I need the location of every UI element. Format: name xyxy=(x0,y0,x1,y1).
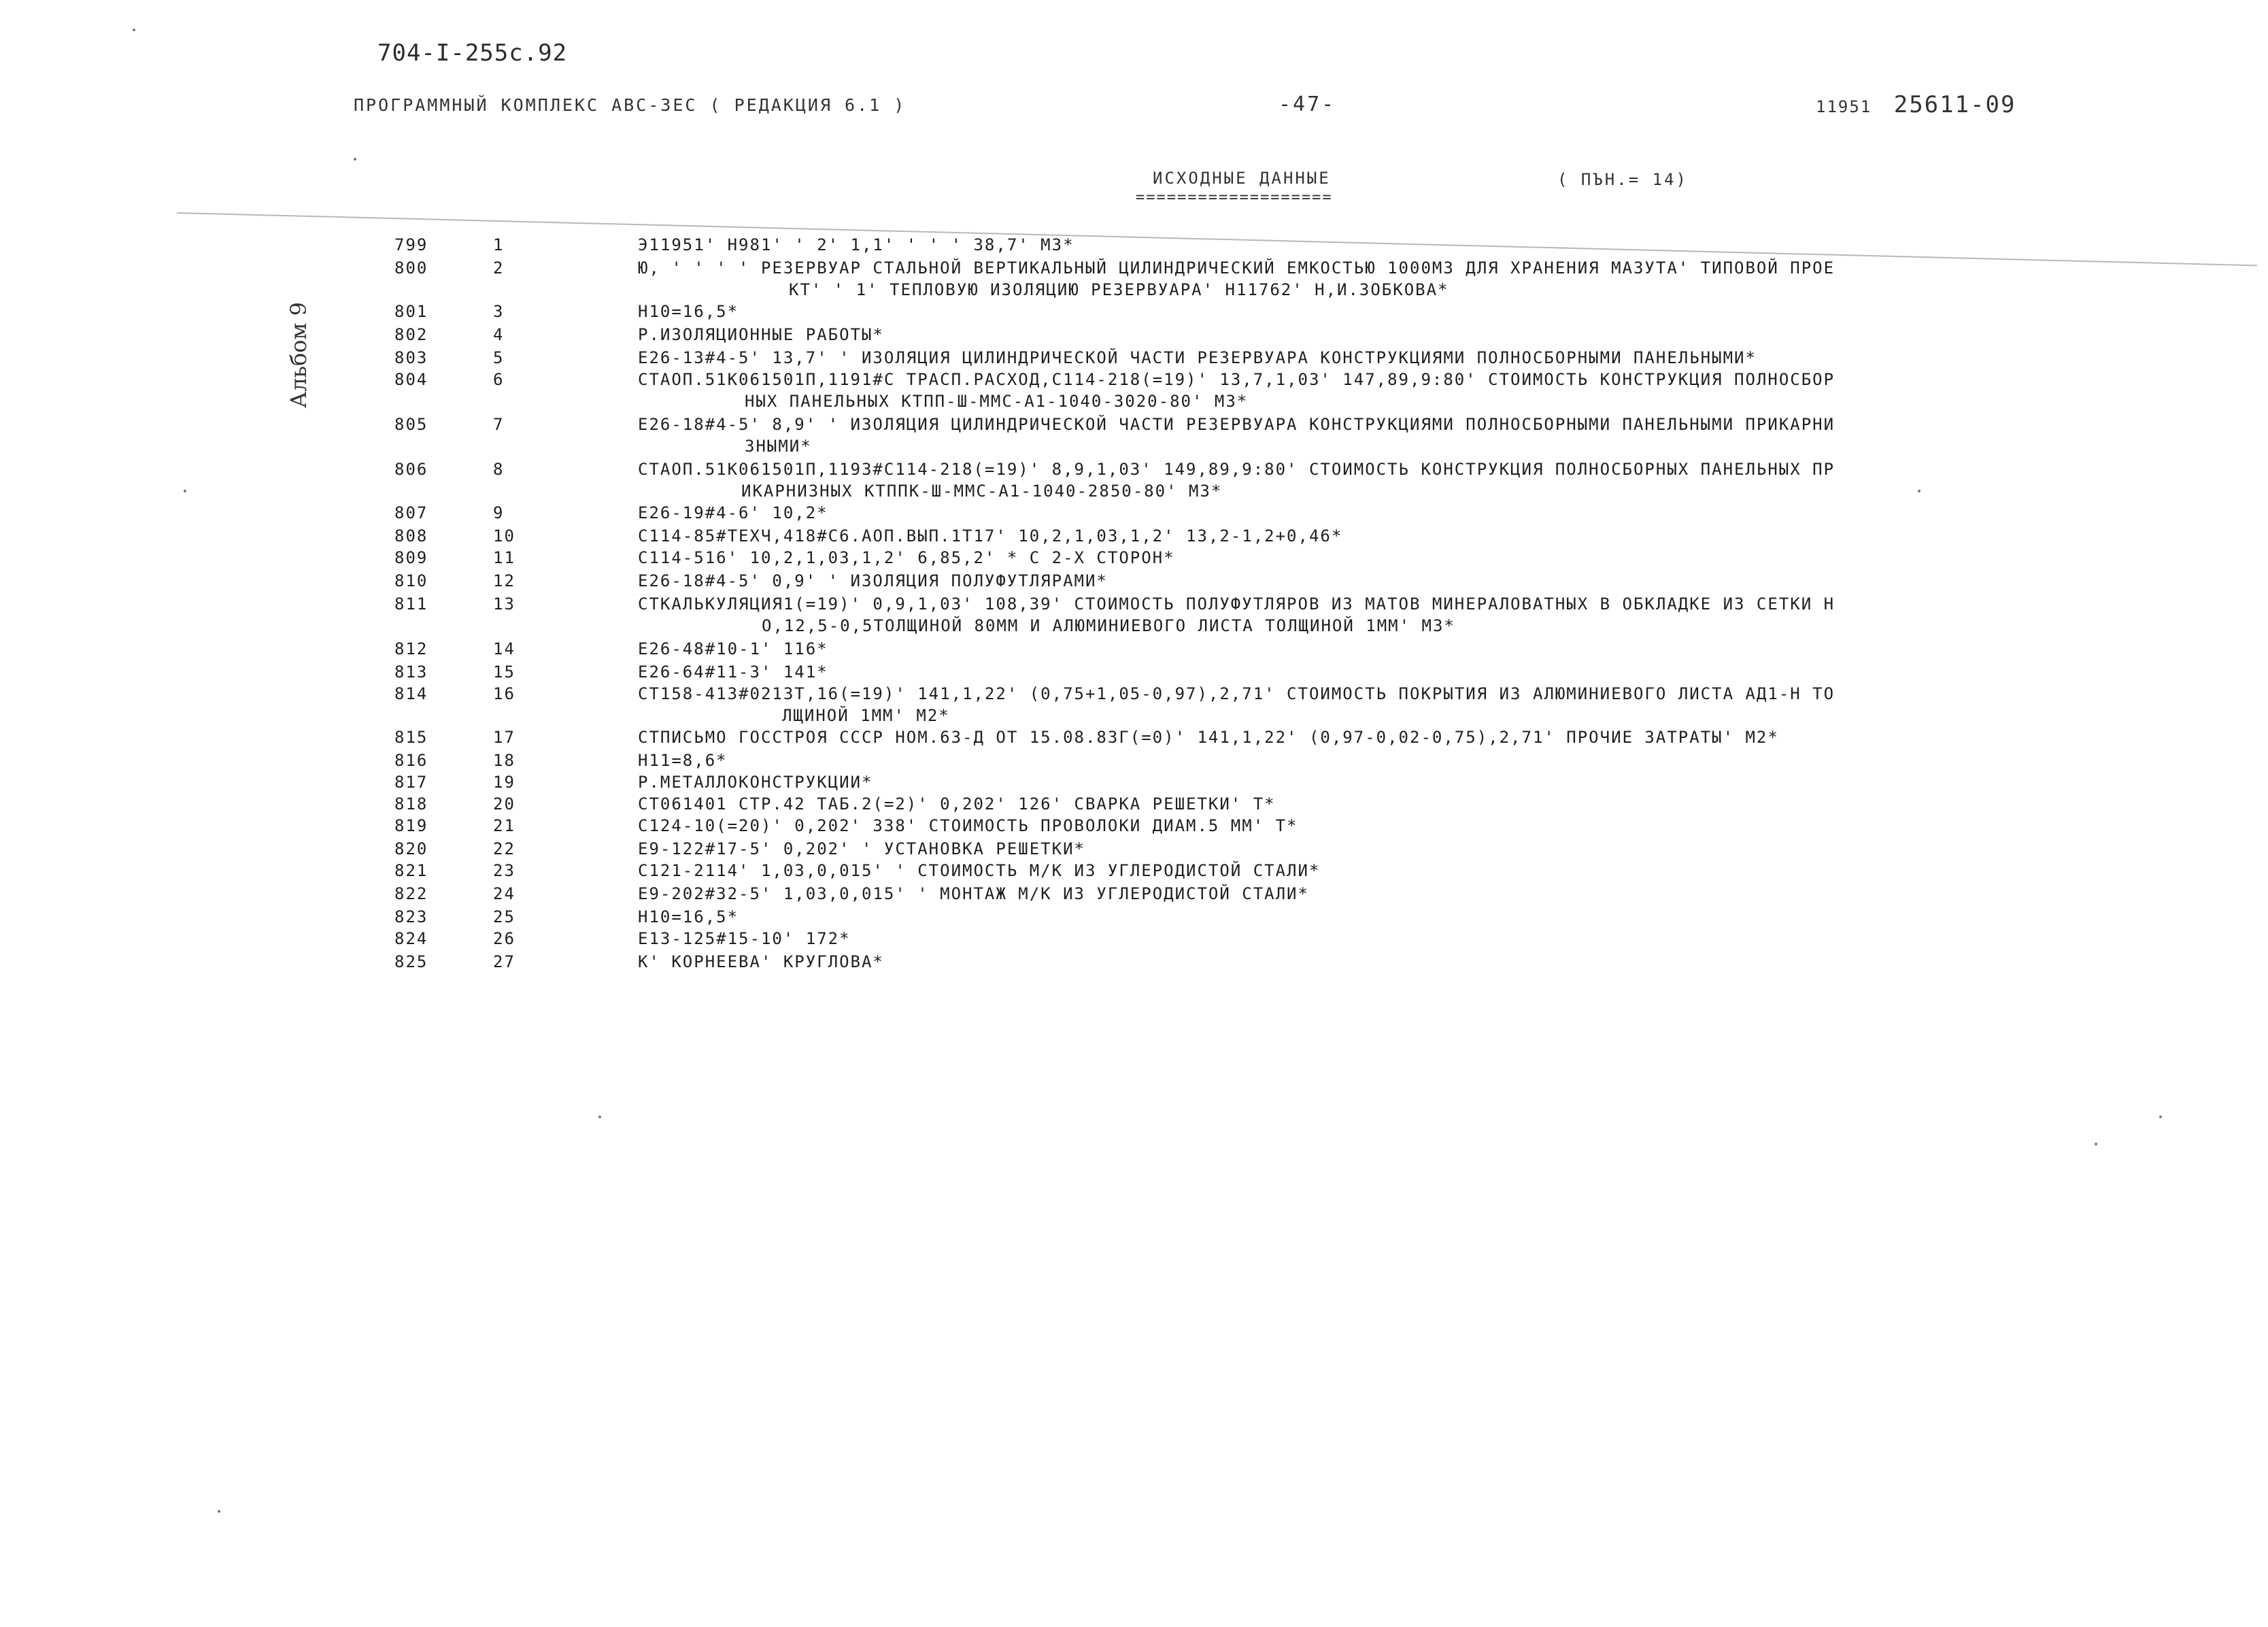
program-title: ПРОГРАММНЫЙ КОМПЛЕКС АВС-3ЕС ( РЕДАКЦИЯ 6.1 ) xyxy=(354,95,907,115)
row-index: 4 xyxy=(493,325,505,344)
row-number: 811 xyxy=(394,594,428,614)
row-number: 815 xyxy=(394,728,428,747)
row-index: 5 xyxy=(493,348,505,367)
row-text-continuation: ИКАРНИЗНЫХ КТППК-Ш-ММС-А1-1040-2850-80' М3* xyxy=(741,482,1223,501)
row-text: Е26-48#10-1' 116* xyxy=(638,639,828,658)
row-index: 17 xyxy=(493,728,515,747)
row-index: 11 xyxy=(493,548,515,567)
row-text: Е26-19#4-6' 10,2* xyxy=(638,503,828,522)
scan-speck xyxy=(354,158,356,161)
row-index: 18 xyxy=(493,751,515,770)
row-text: Е26-64#11-3' 141* xyxy=(638,662,828,682)
row-number: 820 xyxy=(394,839,428,858)
row-number: 814 xyxy=(394,684,428,703)
row-text: Е13-125#15-10' 172* xyxy=(638,929,851,948)
row-number: 819 xyxy=(394,816,428,835)
row-text: Е9-122#17-5' 0,202' ' УСТАНОВКА РЕШЕТКИ* xyxy=(638,839,1085,858)
row-text: Н10=16,5* xyxy=(638,907,739,926)
row-index: 20 xyxy=(493,794,515,814)
row-index: 14 xyxy=(493,639,515,658)
document-code-small: 11951 xyxy=(1816,97,1872,116)
row-text-continuation: О,12,5-0,5ТОЛЩИНОЙ 80ММ И АЛЮМИНИЕВОГО ЛИСТА ТОЛЩИНОЙ 1ММ' М3* xyxy=(762,616,1455,635)
section-page: ( ПЪН.= 14) xyxy=(1557,170,1688,189)
row-number: 804 xyxy=(394,370,428,389)
section-title: ИСХОДНЫЕ ДАННЫЕ xyxy=(1153,169,1331,188)
row-index: 9 xyxy=(493,503,505,522)
row-text: С124-10(=20)' 0,202' 338' СТОИМОСТЬ ПРОВОЛОКИ ДИАМ.5 ММ' Т* xyxy=(638,816,1298,835)
row-number: 802 xyxy=(394,325,428,344)
row-text: С114-85#ТЕХЧ,418#С6.АОП.ВЫП.1Т17' 10,2,1,03,1,2' 13,2-1,2+0,46* xyxy=(638,526,1343,546)
row-index: 12 xyxy=(493,571,515,590)
scan-speck xyxy=(598,1116,601,1118)
row-number: 803 xyxy=(394,348,428,367)
row-text: Е26-13#4-5' 13,7' ' ИЗОЛЯЦИЯ ЦИЛИНДРИЧЕСКОЙ ЧАСТИ РЕЗЕРВУАРА КОНСТРУКЦИЯМИ ПОЛНОСБОРНЫМИ ПАНЕЛЬНЫМИ* xyxy=(638,348,1757,367)
row-number: 817 xyxy=(394,773,428,792)
row-index: 19 xyxy=(493,773,515,792)
row-index: 15 xyxy=(493,662,515,682)
row-text: СТАОП.51К061501П,1193#С114-218(=19)' 8,9,1,03' 149,89,9:80' СТОИМОСТЬ КОНСТРУКЦИЯ ПОЛНОСБОРНЫХ ПАНЕЛЬНЫХ ПР xyxy=(638,460,1835,479)
row-index: 25 xyxy=(493,907,515,926)
row-number: 810 xyxy=(394,571,428,590)
row-number: 800 xyxy=(394,258,428,278)
row-text-continuation: ЛЩИНОЙ 1ММ' М2* xyxy=(782,706,950,725)
section-underline: =================== xyxy=(1136,189,1333,206)
row-index: 7 xyxy=(493,415,505,434)
row-text: Е26-18#4-5' 8,9' ' ИЗОЛЯЦИЯ ЦИЛИНДРИЧЕСКОЙ ЧАСТИ РЕЗЕРВУАРА КОНСТРУКЦИЯМИ ПОЛНОСБОРНЫМИ ПАНЕЛЬНЫМИ ПРИКАРНИ xyxy=(638,415,1835,434)
row-index: 13 xyxy=(493,594,515,614)
row-text: СТ158-413#0213Т,16(=19)' 141,1,22' (0,75+1,05-0,97),2,71' СТОИМОСТЬ ПОКРЫТИЯ ИЗ АЛЮМИНИЕВОГО ЛИСТА АД1-Н ТО xyxy=(638,684,1835,703)
row-index: 26 xyxy=(493,929,515,948)
row-index: 22 xyxy=(493,839,515,858)
row-index: 21 xyxy=(493,816,515,835)
row-index: 27 xyxy=(493,952,515,971)
row-text: Э11951' Н981' ' 2' 1,1' ' ' ' 38,7' М3* xyxy=(638,235,1074,254)
row-number: 822 xyxy=(394,884,428,903)
row-number: 813 xyxy=(394,662,428,682)
row-number: 799 xyxy=(394,235,428,254)
row-text: К' КОРНЕЕВА' КРУГЛОВА* xyxy=(638,952,884,971)
row-number: 801 xyxy=(394,302,428,321)
row-number: 825 xyxy=(394,952,428,971)
row-number: 807 xyxy=(394,503,428,522)
row-index: 3 xyxy=(493,302,505,321)
scan-speck xyxy=(184,490,186,492)
row-text: Е26-18#4-5' 0,9' ' ИЗОЛЯЦИЯ ПОЛУФУТЛЯРАМИ* xyxy=(638,571,1108,590)
row-number: 809 xyxy=(394,548,428,567)
row-text: СТАОП.51К061501П,1191#С ТРАСП.РАСХОД,С114-218(=19)' 13,7,1,03' 147,89,9:80' СТОИМОСТЬ КОНСТРУКЦИЯ ПОЛНОСБОР xyxy=(638,370,1835,389)
row-text: СТКАЛЬКУЛЯЦИЯ1(=19)' 0,9,1,03' 108,39' СТОИМОСТЬ ПОЛУФУТЛЯРОВ ИЗ МАТОВ МИНЕРАЛОВАТНЫХ В ОБКЛАДКЕ ИЗ СЕТКИ Н xyxy=(638,594,1835,614)
row-number: 824 xyxy=(394,929,428,948)
scan-speck xyxy=(133,29,135,31)
row-number: 806 xyxy=(394,460,428,479)
row-index: 8 xyxy=(493,460,505,479)
row-text: Н11=8,6* xyxy=(638,751,728,770)
row-index: 6 xyxy=(493,370,505,389)
row-text-continuation: НЫХ ПАНЕЛЬНЫХ КТПП-Ш-ММС-А1-1040-3020-80' М3* xyxy=(745,392,1249,411)
row-text: С121-2114' 1,03,0,015' ' СТОИМОСТЬ М/К ИЗ УГЛЕРОДИСТОЙ СТАЛИ* xyxy=(638,861,1321,880)
row-text: Р.ИЗОЛЯЦИОННЫЕ РАБОТЫ* xyxy=(638,325,884,344)
album-side-label: Альбом 9 xyxy=(286,302,311,408)
row-text: СТ061401 СТР.42 ТАБ.2(=2)' 0,202' 126' СВАРКА РЕШЕТКИ' Т* xyxy=(638,794,1276,814)
row-index: 24 xyxy=(493,884,515,903)
row-number: 821 xyxy=(394,861,428,880)
scan-speck xyxy=(218,1510,220,1513)
row-number: 816 xyxy=(394,751,428,770)
row-text-continuation: КТ' ' 1' ТЕПЛОВУЮ ИЗОЛЯЦИЮ РЕЗЕРВУАРА' Н11762' Н,И.ЗОБКОВА* xyxy=(789,280,1449,299)
row-number: 808 xyxy=(394,526,428,546)
row-index: 10 xyxy=(493,526,515,546)
row-index: 1 xyxy=(493,235,505,254)
scan-speck xyxy=(2095,1143,2097,1145)
row-text-continuation: ЗНЫМИ* xyxy=(745,437,812,456)
row-text: Р.МЕТАЛЛОКОНСТРУКЦИИ* xyxy=(638,773,873,792)
doc-code: 704-I-255с.92 xyxy=(377,39,568,67)
row-text: Е9-202#32-5' 1,03,0,015' ' МОНТАЖ М/К ИЗ УГЛЕРОДИСТОЙ СТАЛИ* xyxy=(638,884,1309,903)
scan-speck xyxy=(2159,1116,2162,1118)
row-index: 16 xyxy=(493,684,515,703)
document-code-main: 25611-09 xyxy=(1893,91,2016,118)
scan-speck xyxy=(1918,490,1920,492)
row-text: С114-516' 10,2,1,03,1,2' 6,85,2' * С 2-Х СТОРОН* xyxy=(638,548,1175,567)
row-index: 2 xyxy=(493,258,505,278)
page-mark: -47- xyxy=(1279,93,1336,116)
row-text: Ю, ' ' ' ' РЕЗЕРВУАР СТАЛЬНОЙ ВЕРТИКАЛЬНЫЙ ЦИЛИНДРИЧЕСКИЙ ЕМКОСТЬЮ 1000М3 ДЛЯ ХРАНЕНИЯ МАЗУТА' ТИПОВОЙ ПРОЕ xyxy=(638,258,1835,278)
row-text: Н10=16,5* xyxy=(638,302,739,321)
row-number: 805 xyxy=(394,415,428,434)
row-index: 23 xyxy=(493,861,515,880)
row-text: СТПИСЬМО ГОССТРОЯ СССР НОМ.63-Д ОТ 15.08.83Г(=0)' 141,1,22' (0,97-0,02-0,75),2,71' ПРОЧИЕ ЗАТРАТЫ' М2* xyxy=(638,728,1779,747)
row-number: 812 xyxy=(394,639,428,658)
row-number: 823 xyxy=(394,907,428,926)
row-number: 818 xyxy=(394,794,428,814)
document-code xyxy=(1816,91,2016,118)
